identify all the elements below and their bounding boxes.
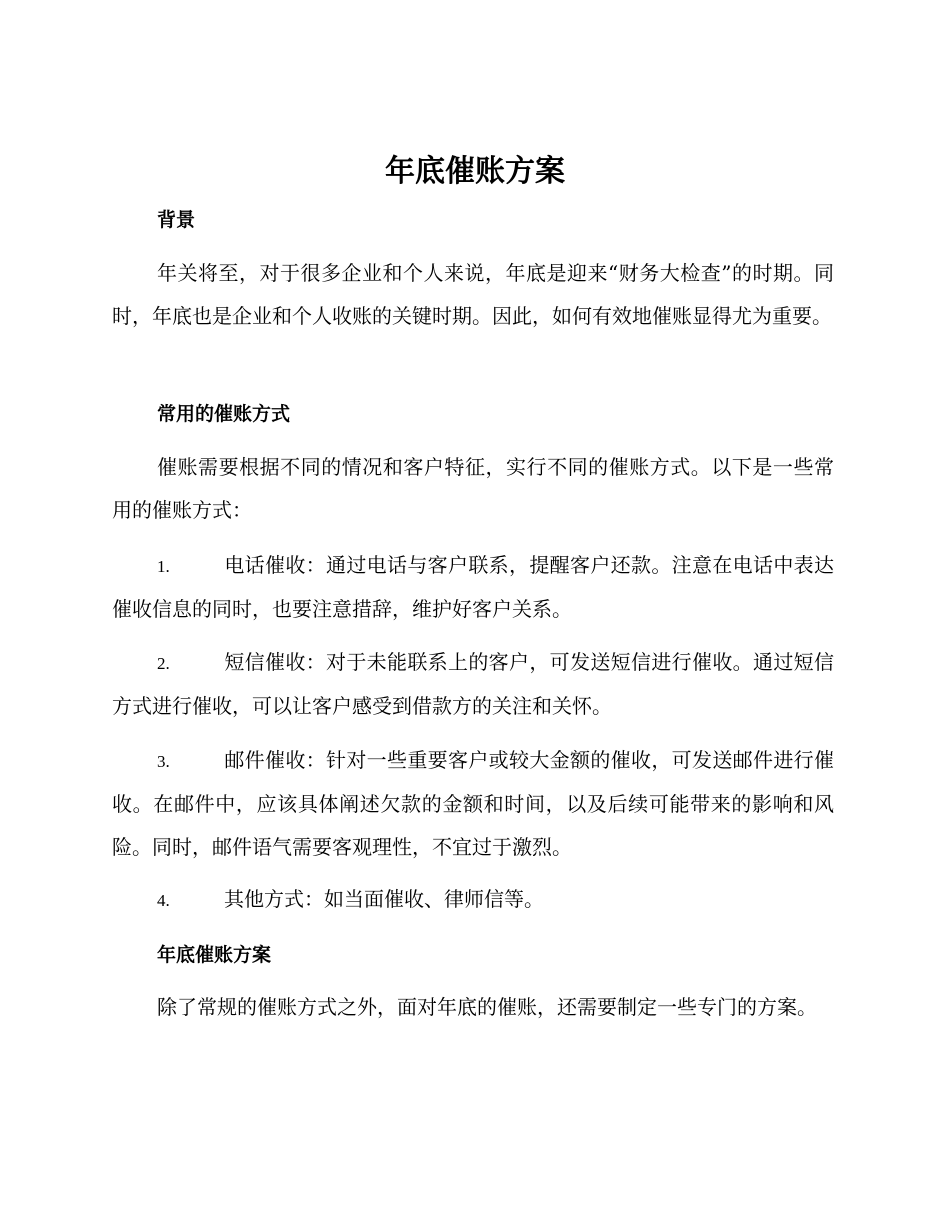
- list-item-number: 1.: [157, 557, 170, 576]
- list-item-text: 其他方式：如当面催收、律师信等。: [224, 887, 544, 911]
- list-item-number: 4.: [157, 891, 170, 910]
- list-item: [112, 739, 834, 869]
- section-heading-year-end-plan: 年底催账方案: [157, 944, 272, 966]
- list-item-text: 短信催收：对于未能联系上的客户，可发送短信进行催收。通过短信方式进行催收，可以让客户感受到借款方的关注和关怀。: [112, 650, 834, 718]
- section-heading-background: 背景: [157, 209, 196, 231]
- list-item: [112, 878, 834, 922]
- list-item-number: 2.: [157, 654, 170, 673]
- list-item-text: 邮件催收：针对一些重要客户或较大金额的催收，可发送邮件进行催收。在邮件中，应该具体阐述欠款的金额和时间，以及后续可能带来的影响和风险。同时，邮件语气需要客观理性，不宜过于激烈。: [112, 748, 834, 859]
- list-item-text: 电话催收：通过电话与客户联系，提醒客户还款。注意在电话中表达催收信息的同时，也要注意措辞，维护好客户关系。: [112, 553, 834, 621]
- background-paragraph: 年关将至，对于很多企业和个人来说，年底是迎来“财务大检查”的时期。同时，年底也是企业和个人收账的关键时期。因此，如何有效地催账显得尤为重要。: [112, 261, 834, 328]
- list-item: [112, 544, 834, 631]
- common-methods-intro-paragraph: 催账需要根据不同的情况和客户特征，实行不同的催账方式。以下是一些常用的催账方式：: [112, 455, 834, 522]
- document-title: 年底催账方案: [385, 154, 565, 189]
- list-item: [112, 641, 834, 728]
- year-end-plan-paragraph: 除了常规的催账方式之外，面对年底的催账，还需要制定一些专门的方案。: [157, 995, 817, 1019]
- list-item-number: 3.: [157, 752, 170, 771]
- section-heading-common-methods: 常用的催账方式: [157, 403, 291, 425]
